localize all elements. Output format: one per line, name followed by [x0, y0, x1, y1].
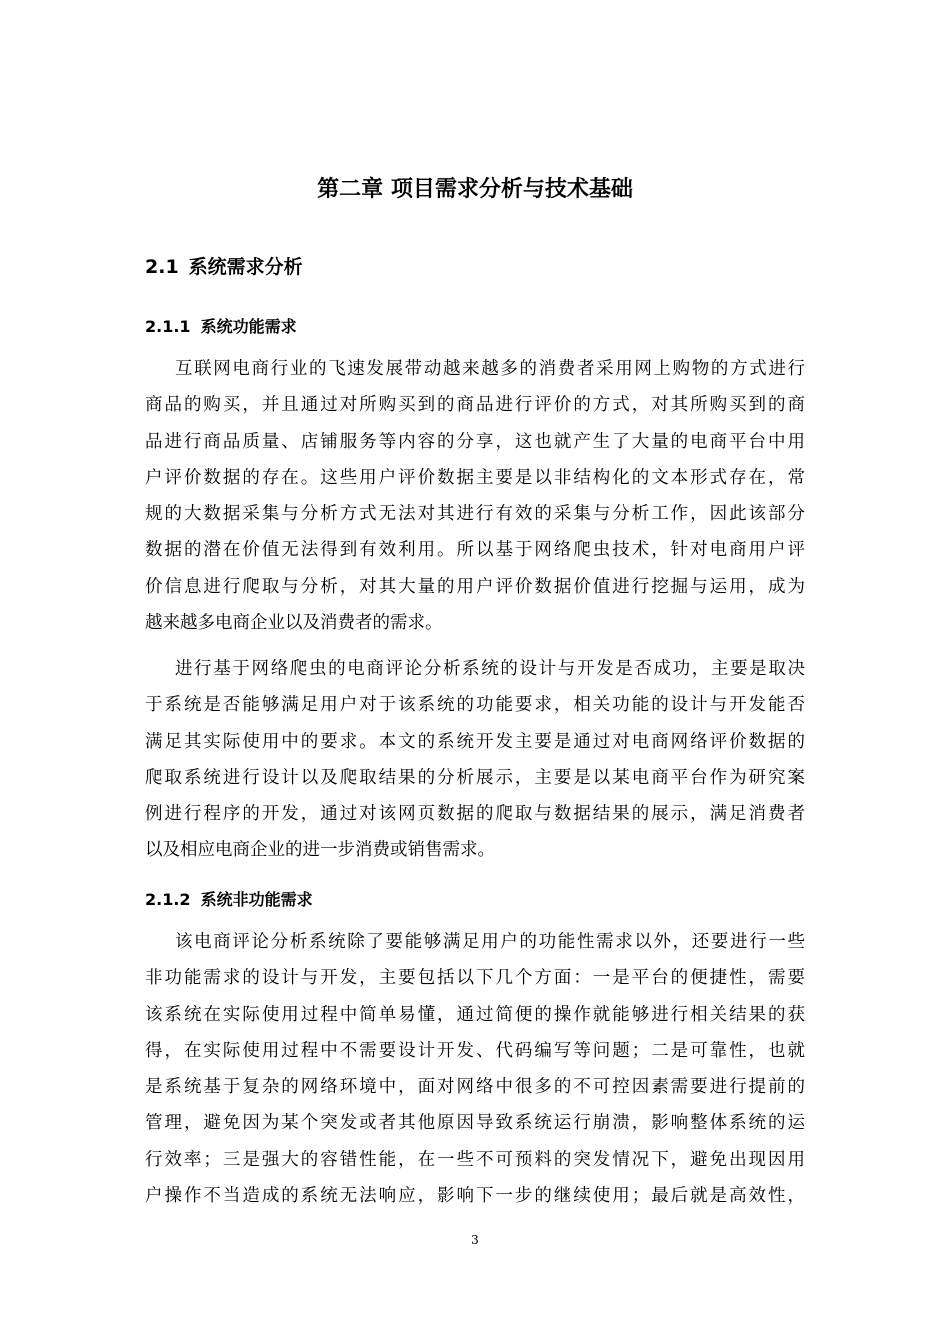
paragraph-line: 商品的购买，并且通过对所购买到的商品进行评价的方式，对其所购买到的商 [145, 395, 805, 416]
chapter-title: 第二章 项目需求分析与技术基础 [317, 177, 633, 202]
paragraph-functional-1 [145, 351, 805, 641]
section-title-text: 系统需求分析 [188, 256, 303, 278]
paragraph-line: 该系统在实际使用过程中简单易懂，通过简便的操作就能够进行相关结果的获 [145, 1004, 805, 1025]
paragraph-line: 管理，避免因为某个突发或者其他原因导致系统运行崩溃，影响整体系统的运 [145, 1113, 805, 1134]
paragraph-line: 该电商评论分析系统除了要能够满足用户的功能性需求以外，还要进行一些 [175, 932, 805, 952]
paragraph-line: 于系统是否能够满足用户对于该系统的功能要求，相关功能的设计与开发能否 [145, 695, 805, 716]
paragraph-line: 行效率；三是强大的容错性能，在一些不可预料的突发情况下，避免出现因用 [145, 1149, 805, 1170]
paragraph-line: 价信息进行爬取与分析，对其大量的用户评价数据价值进行挖掘与运用，成为 [145, 576, 805, 597]
subsection-heading-functional [145, 313, 297, 341]
subsection-title-text: 系统非功能需求 [200, 890, 313, 909]
paragraph-line: 例进行程序的开发，通过对该网页数据的爬取与数据结果的展示，满足消费者 [145, 804, 805, 825]
paragraph-line: 户操作不当造成的系统无法响应，影响下一步的继续使用；最后就是高效性， [145, 1186, 805, 1207]
subsection-title-text: 系统功能需求 [200, 317, 297, 336]
paragraph-line: 互联网电商行业的飞速发展带动越来越多的消费者采用网上购物的方式进行 [175, 359, 805, 379]
paragraph-line: 爬取系统进行设计以及爬取结果的分析展示，主要是以某电商平台作为研究案 [145, 767, 805, 788]
paragraph-line: 数据的潜在价值无法得到有效利用。所以基于网络爬虫技术，针对电商用户评 [145, 540, 805, 561]
section-heading [145, 251, 303, 283]
paragraph-line: 得，在实际使用过程中不需要设计开发、代码编写等问题；二是可靠性，也就 [145, 1040, 805, 1061]
paragraph-functional-2 [145, 651, 805, 869]
paragraph-nonfunctional-1 [145, 924, 805, 1214]
subsection-number: 2.1.2 [145, 890, 191, 909]
section-number: 2.1 [145, 256, 179, 278]
paragraph-line: 是系统基于复杂的网络环境中，面对网络中很多的不可控因素需要进行提前的 [145, 1077, 805, 1098]
paragraph-line: 品进行商品质量、店铺服务等内容的分享，这也就产生了大量的电商平台中用 [145, 431, 805, 452]
paragraph-line: 满足其实际使用中的要求。本文的系统开发主要是通过对电商网络评价数据的 [145, 731, 805, 752]
paragraph-line: 以及相应电商企业的进一步消费或销售需求。 [145, 840, 495, 861]
subsection-number: 2.1.1 [145, 317, 191, 336]
paragraph-line: 进行基于网络爬虫的电商评论分析系统的设计与开发是否成功，主要是取决 [175, 659, 805, 679]
paragraph-line: 规的大数据采集与分析方式无法对其进行有效的采集与分析工作，因此该部分 [145, 504, 805, 525]
paragraph-line: 非功能需求的设计与开发，主要包括以下几个方面：一是平台的便捷性，需要 [145, 968, 805, 989]
subsection-heading-nonfunctional [145, 886, 313, 914]
page-number: 3 [471, 1233, 479, 1247]
paragraph-line: 户评价数据的存在。这些用户评价数据主要是以非结构化的文本形式存在，常 [145, 467, 805, 488]
paragraph-line: 越来越多电商企业以及消费者的需求。 [145, 613, 443, 634]
